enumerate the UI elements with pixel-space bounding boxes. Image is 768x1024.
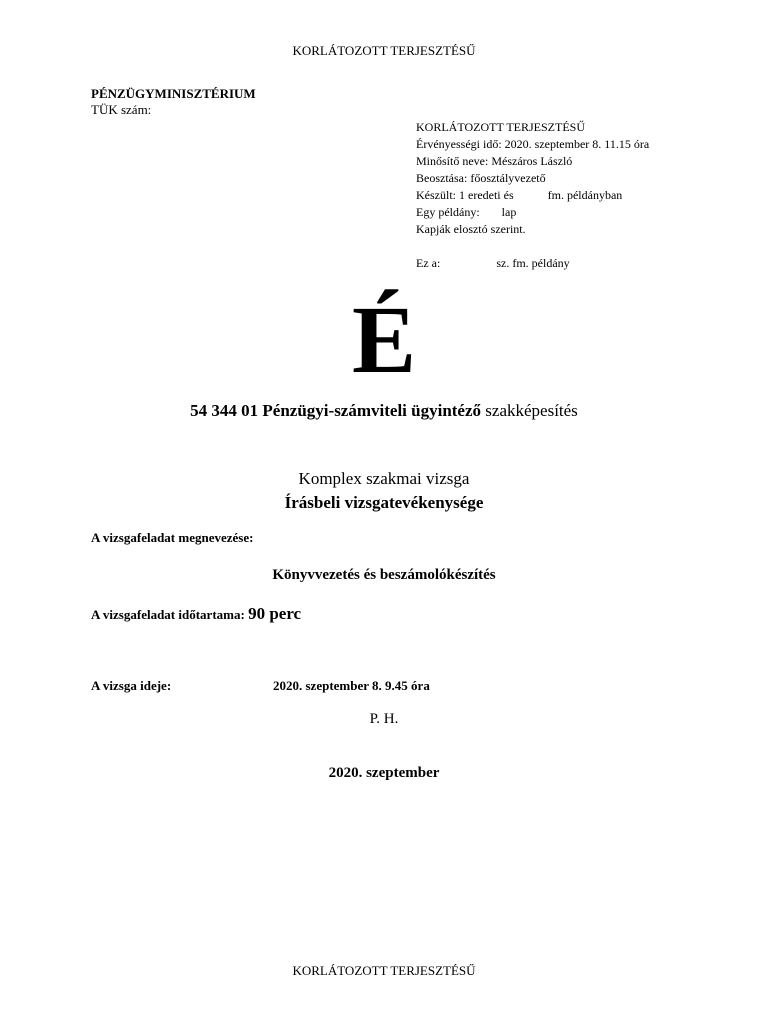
task-duration [91, 604, 301, 624]
task-name-label: A vizsgafeladat megnevezése: [91, 530, 254, 545]
recipients-line: Kapják elosztó szerint. [416, 222, 526, 236]
qualification-code-name: 54 344 01 Pénzügyi-számviteli ügyintéző [190, 401, 482, 420]
copies-line [416, 187, 649, 204]
duration-value: 90 perc [248, 604, 302, 623]
validity-line: Érvényességi idő: 2020. szeptember 8. 11.15 óra [416, 137, 650, 151]
classification-block [416, 119, 649, 272]
exam-part: Írásbeli vizsgatevékenysége [284, 493, 484, 512]
this-copy-suffix: sz. fm. példány [496, 256, 570, 270]
task-name: Könyvvezetés és beszámolókészítés [272, 567, 496, 583]
classification-title: KORLÁTOZOTT TERJESZTÉSŰ [416, 120, 586, 134]
copies-prefix: Készült: 1 eredeti és [416, 188, 514, 202]
stamp-placeholder: P. H. [369, 711, 399, 727]
qualification-suffix: szakképesítés [485, 401, 578, 420]
copy-label: Egy példány: [416, 205, 480, 219]
exam-time-value: 2020. szeptember 8. 9.45 óra [273, 678, 430, 693]
exam-time-label: A vizsga ideje: [91, 678, 172, 693]
document-date: 2020. szeptember [328, 765, 440, 781]
classifier-line: Minősítő neve: Mészáros László [416, 154, 573, 168]
copy-unit: lap [501, 205, 517, 219]
footer-classification: KORLÁTOZOTT TERJESZTÉSŰ [292, 963, 476, 978]
exam-type: Komplex szakmai vizsga [298, 469, 470, 488]
copy-pages-line [416, 204, 649, 221]
qualification-title [0, 401, 768, 421]
copies-suffix: fm. példányban [547, 188, 623, 202]
ministry-name: PÉNZÜGYMINISZTÉRIUM [91, 86, 256, 101]
this-copy-label: Ez a: [416, 256, 441, 270]
header-classification: KORLÁTOZOTT TERJESZTÉSŰ [292, 43, 476, 58]
this-copy-line [416, 255, 649, 272]
duration-label: A vizsgafeladat időtartama: [91, 607, 245, 622]
big-letter: É [351, 286, 417, 393]
position-line: Beosztása: főosztályvezető [416, 171, 546, 185]
tuk-number-label: TÜK szám: [91, 102, 152, 117]
